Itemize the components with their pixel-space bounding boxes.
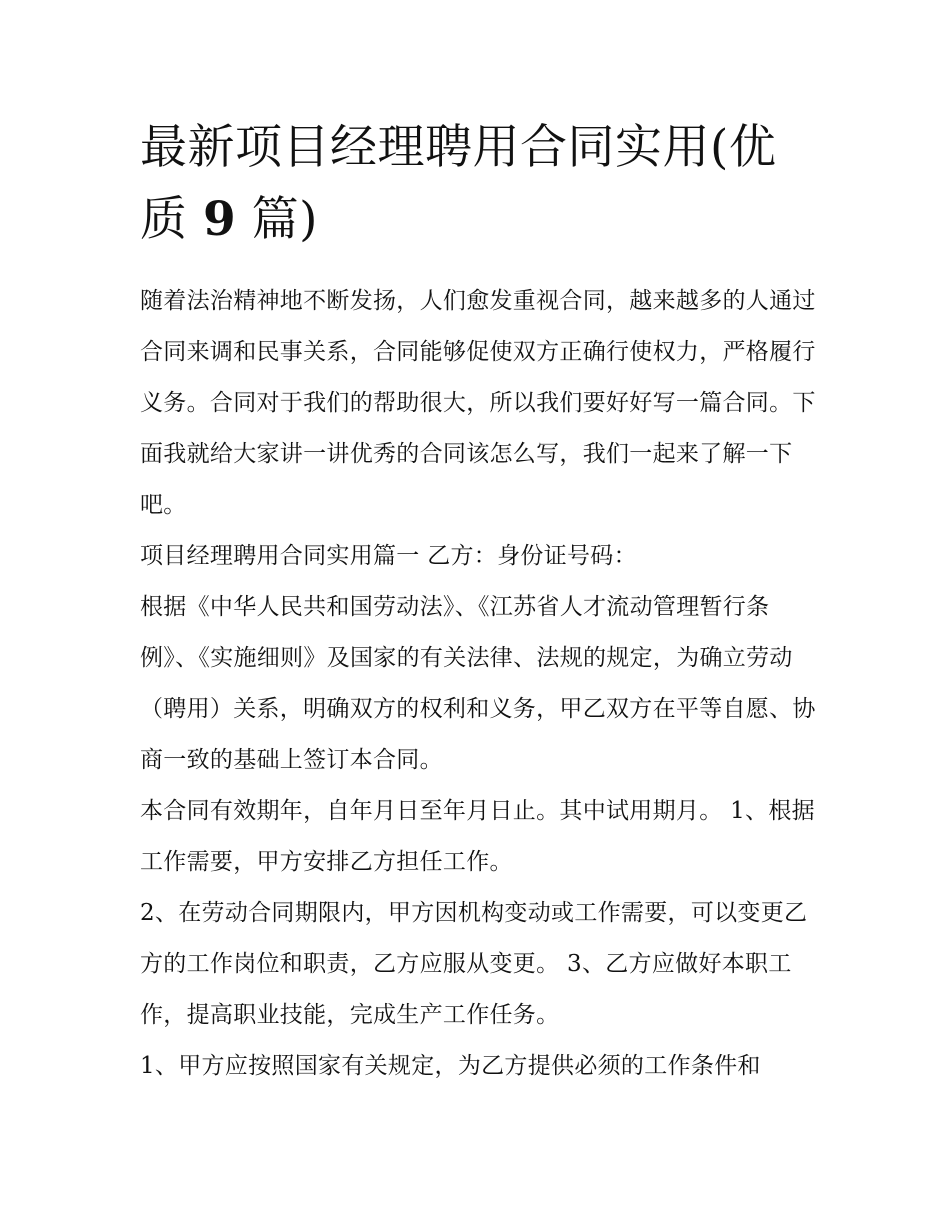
document-title (140, 112, 830, 256)
paragraph-term: 本合同有效期年，自年月日至年月日止。其中试用期月。 1、根据工作需要，甲方安排乙方担任工作。 (140, 798, 815, 875)
document-body (140, 276, 820, 1092)
paragraph-employer-obligations: 1、甲方应按照国家有关规定，为乙方提供必须的工作条件和 (140, 1053, 761, 1079)
paragraph-legal-basis: 根据《中华人民共和国劳动法》、《江苏省人才流动管理暂行条例》、《实施细则》及国家的有关法律、法规的规定，为确立劳动（聘用）关系，明确双方的权利和义务，甲乙双方在平等自愿、协商一致的基础上签订本合同。 (140, 594, 816, 773)
paragraph-intro: 随着法治精神地不断发扬，人们愈发重视合同，越来越多的人通过合同来调和民事关系，合同能够促使双方正确行使权力，严格履行义务。合同对于我们的帮助很大，所以我们要好好写一篇合同。下面我就给大家讲一讲优秀的合同该怎么写，我们一起来了解一下吧。 (140, 288, 816, 518)
title-line-2-number: 9 (202, 192, 237, 247)
title-line-1: 最新项目经理聘用合同实用(优 (140, 120, 777, 175)
paragraph-section-heading: 项目经理聘用合同实用篇一 乙方：身份证号码： (140, 543, 637, 569)
title-line-2-suffix: 篇) (236, 192, 318, 247)
title-line-2-prefix: 质 (140, 192, 203, 247)
paragraph-duties: 2、在劳动合同期限内，甲方因机构变动或工作需要，可以变更乙方的工作岗位和职责，乙方应服从变更。 3、乙方应做好本职工作，提高职业技能，完成生产工作任务。 (140, 900, 808, 1028)
